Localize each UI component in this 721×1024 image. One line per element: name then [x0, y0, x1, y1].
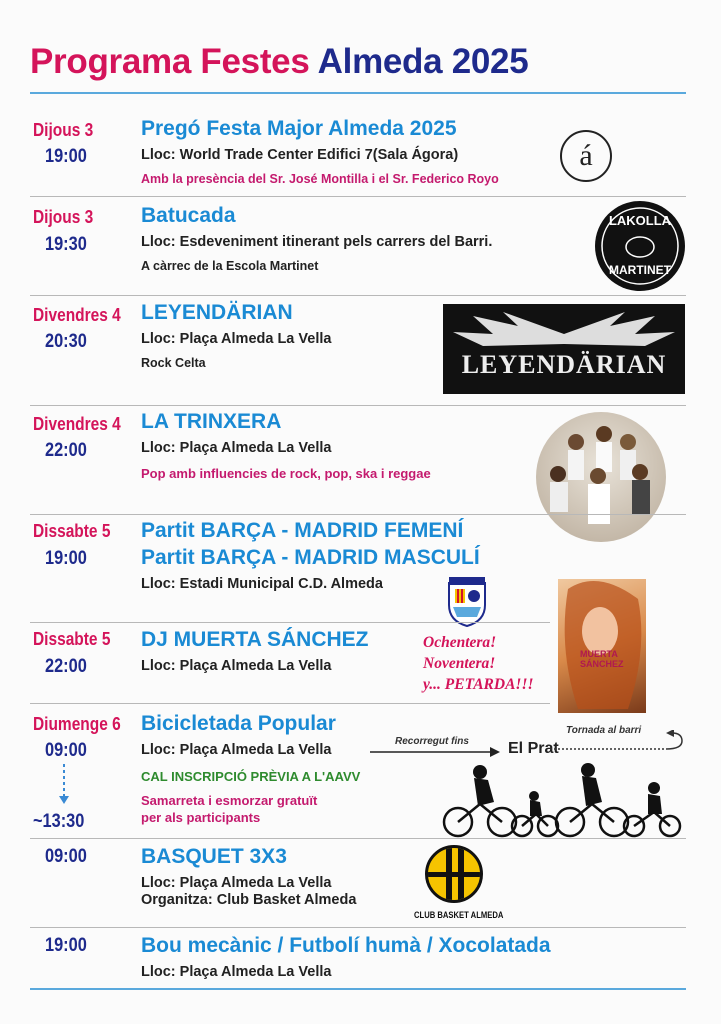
- event-time: 19:00: [45, 548, 87, 569]
- event-title: DJ MUERTA SÁNCHEZ: [141, 628, 369, 651]
- return-arrow-icon: [548, 730, 688, 754]
- title-part2: Almeda 2025: [317, 42, 529, 81]
- time-arrow-icon: [58, 764, 70, 806]
- event-day: Divendres 4: [33, 305, 121, 325]
- event-day: Dissabte 5: [33, 521, 111, 541]
- band-photo: [536, 412, 666, 542]
- leyendarian-logo: [443, 304, 685, 394]
- title-part1: Programa Festes: [30, 42, 310, 81]
- event-title-2: Partit BARÇA - MADRID MASCULÍ: [141, 546, 480, 569]
- dj-slogan: [423, 632, 534, 695]
- bottom-rule: [30, 988, 686, 990]
- event-note-2: per als participants: [141, 810, 261, 825]
- event-location-2: Organitza: Club Basket Almeda: [141, 892, 357, 908]
- event-location: Lloc: Esdeveniment itinerant pels carrers del Barri.: [141, 234, 493, 250]
- page-title: [30, 42, 528, 82]
- pregó-logo: [560, 130, 612, 182]
- event-time: 20:30: [45, 331, 87, 352]
- club-basket-logo: [425, 845, 483, 903]
- event-title: Batucada: [141, 204, 236, 227]
- route-arrow-icon: [370, 746, 502, 758]
- event-title: Partit BARÇA - MADRID FEMENÍ: [141, 519, 464, 542]
- separator: [30, 295, 686, 296]
- event-title: LEYENDÄRIAN: [141, 301, 293, 324]
- top-rule: [30, 92, 686, 94]
- slogan-line-3: y... PETARDA!!!: [423, 676, 534, 693]
- dj-photo-label: MUERTA SÁNCHEZ: [580, 649, 624, 669]
- route-label: Recorregut fins: [395, 736, 469, 747]
- event-title: Pregó Festa Major Almeda 2025: [141, 117, 457, 140]
- event-time: 19:00: [45, 935, 87, 956]
- family-cyclists-icon: [438, 758, 688, 838]
- event-time: 19:00: [45, 146, 87, 167]
- event-title: BASQUET 3X3: [141, 845, 287, 868]
- bat-wings-icon: [443, 304, 685, 394]
- event-location: Lloc: Plaça Almeda La Vella: [141, 331, 332, 347]
- event-day: Dissabte 5: [33, 629, 111, 649]
- event-time: 09:00: [45, 740, 87, 761]
- event-time: 22:00: [45, 440, 87, 461]
- route-destination: El Prat: [508, 740, 559, 757]
- separator: [30, 514, 686, 515]
- event-title: Bicicletada Popular: [141, 712, 336, 735]
- dj-photo: [558, 579, 646, 713]
- event-location: Lloc: Plaça Almeda La Vella: [141, 658, 332, 674]
- event-location: Lloc: Estadi Municipal C.D. Almeda: [141, 576, 383, 592]
- event-title: Bou mecànic / Futbolí humà / Xocolatada: [141, 934, 551, 957]
- band-members-icon: [536, 412, 666, 542]
- event-note: Samarreta i esmorzar gratuït: [141, 793, 318, 808]
- event-location: Lloc: Plaça Almeda La Vella: [141, 964, 332, 980]
- event-location: Lloc: Plaça Almeda La Vella: [141, 440, 332, 456]
- cd-almeda-crest: [447, 575, 487, 627]
- event-time: 22:00: [45, 656, 87, 677]
- event-location: Lloc: Plaça Almeda La Vella: [141, 875, 332, 891]
- registration-note: CAL INSCRIPCIÓ PRÈVIA A L'AAVV: [141, 769, 361, 784]
- event-day: Dijous 3: [33, 120, 94, 140]
- event-location: Lloc: Plaça Almeda La Vella: [141, 742, 332, 758]
- separator: [30, 196, 686, 197]
- event-day: Dijous 3: [33, 207, 94, 227]
- batucada-logo: [595, 201, 685, 291]
- return-label: Tornada al barri: [566, 725, 642, 736]
- slogan-line-1: Ochentera!: [423, 634, 497, 651]
- basketball-crest-icon: [428, 848, 480, 900]
- separator: [30, 838, 686, 839]
- event-note: A càrrec de la Escola Martinet: [141, 259, 319, 273]
- batucada-logo-bottom: MARTINET: [609, 263, 671, 277]
- event-day: Diumenge 6: [33, 714, 121, 734]
- event-note: Rock Celta: [141, 356, 206, 370]
- football-crest-icon: [447, 575, 487, 627]
- event-time: 09:00: [45, 846, 87, 867]
- batucada-logo-top: LAKOLLA: [608, 213, 672, 228]
- event-location: Lloc: World Trade Center Edifici 7(Sala Ágora): [141, 147, 459, 163]
- separator: [30, 927, 686, 928]
- accent-a-icon: á: [579, 139, 593, 172]
- event-time-end: ~13:30: [33, 811, 85, 832]
- event-note: Amb la presència del Sr. José Montilla i el Sr. Federico Royo: [141, 172, 499, 186]
- club-basket-caption: CLUB BASKET ALMEDA: [414, 910, 504, 920]
- separator: [30, 703, 550, 704]
- event-note: Pop amb influencies de rock, pop, ska i reggae: [141, 466, 431, 481]
- dj-portrait-icon: [558, 579, 646, 713]
- event-time: 19:30: [45, 234, 87, 255]
- leyendarian-logo-text: LEYENDÄRIAN: [461, 350, 667, 379]
- separator: [30, 405, 686, 406]
- separator: [30, 622, 550, 623]
- slogan-line-2: Noventera!: [423, 655, 496, 672]
- event-title: LA TRINXERA: [141, 410, 282, 433]
- event-day: Divendres 4: [33, 414, 121, 434]
